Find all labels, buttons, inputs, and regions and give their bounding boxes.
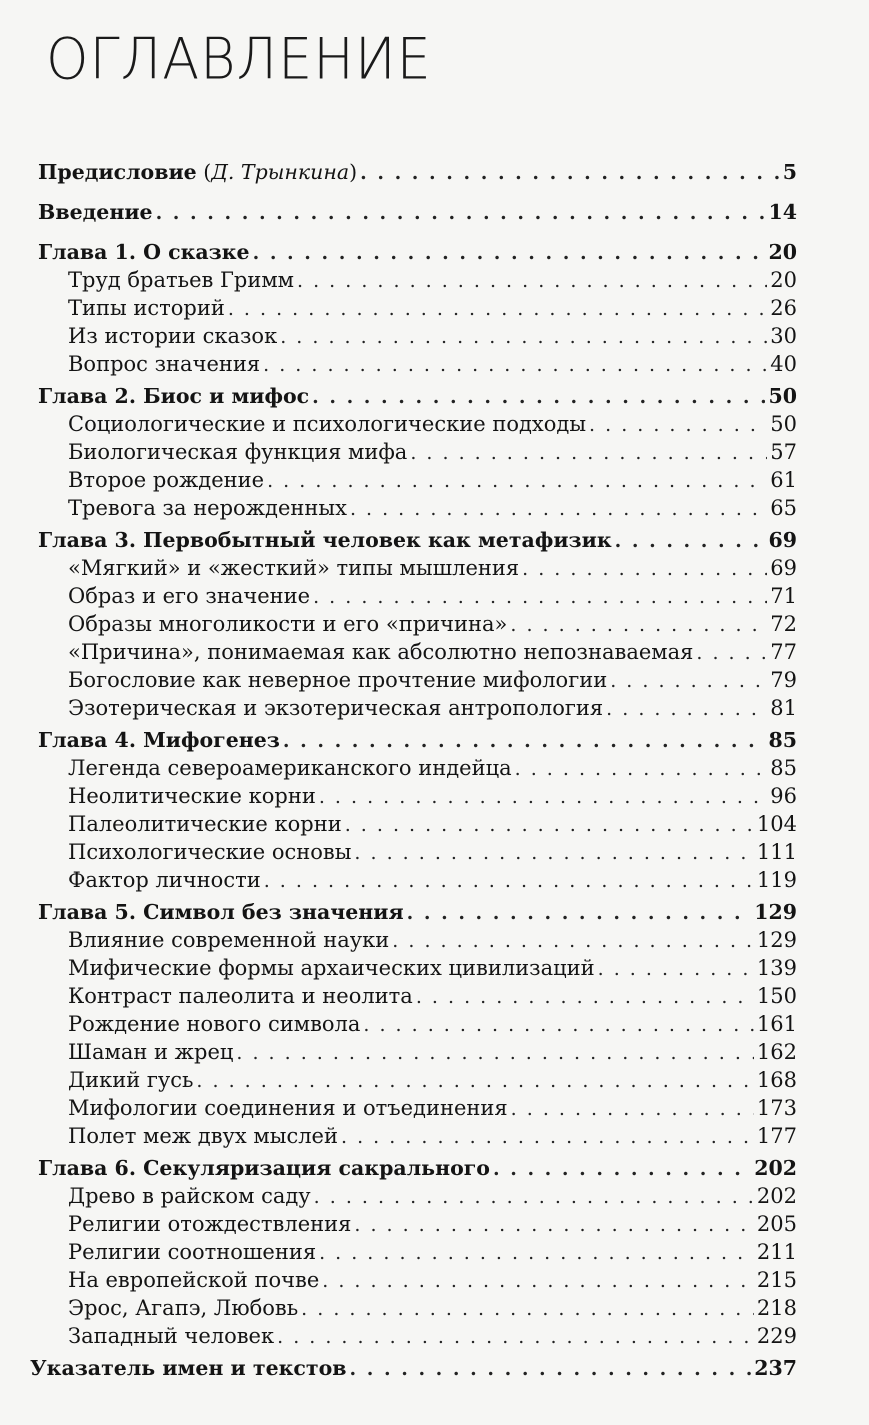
dot-leader <box>313 583 767 611</box>
entry-title: «Причина», понимаемая как абсолютно непознаваемая <box>68 640 694 664</box>
toc-chapter-entry <box>38 526 797 554</box>
dot-leader <box>407 899 752 927</box>
toc-section-entry <box>68 694 797 722</box>
page-number: 162 <box>756 1040 797 1064</box>
entry-title: Труд братьев Гримм <box>68 268 295 292</box>
entry-title: Рождение нового символа <box>68 1012 361 1036</box>
entry-title: Образы многоликости и его «причина» <box>68 612 508 636</box>
page-number: 5 <box>782 160 797 184</box>
page-number: 72 <box>770 612 797 636</box>
toc-section-entry <box>68 266 797 294</box>
dot-leader <box>314 1183 754 1211</box>
page-number: 65 <box>770 496 797 520</box>
toc-section-entry <box>68 554 797 582</box>
toc-section-entry <box>68 1122 797 1150</box>
entry-title: Эрос, Агапэ, Любовь <box>68 1296 299 1320</box>
page-number: 40 <box>770 352 797 376</box>
dot-leader <box>319 783 767 811</box>
page-number: 81 <box>770 696 797 720</box>
toc-section-entry <box>68 294 797 322</box>
dot-leader <box>341 1123 754 1151</box>
dot-leader <box>236 1039 754 1067</box>
dot-leader <box>606 695 767 723</box>
entry-title: Введение <box>38 200 153 224</box>
page-number: 20 <box>770 268 797 292</box>
entry-title: Глава 3. Первобытный человек как метафизик <box>38 528 612 552</box>
dot-leader <box>696 639 767 667</box>
toc-section-entry <box>68 1094 797 1122</box>
page-number: 20 <box>768 240 797 264</box>
entry-title: Глава 6. Секуляризация сакрального <box>38 1156 490 1180</box>
dot-leader <box>511 1095 754 1123</box>
toc-section-entry <box>68 1294 797 1322</box>
toc-section-entry <box>68 410 797 438</box>
page-number: 129 <box>754 900 797 924</box>
page-number: 218 <box>756 1296 797 1320</box>
toc-section-entry <box>68 838 797 866</box>
entry-author: Д. Трынкина <box>211 160 350 184</box>
toc-chapter-entry <box>38 238 797 266</box>
toc-chapter-entry <box>38 158 797 186</box>
dot-leader <box>267 467 767 495</box>
entry-title: Типы историй <box>68 296 225 320</box>
page-number: 202 <box>754 1156 797 1180</box>
toc-section-entry <box>68 810 797 838</box>
dot-leader <box>297 267 767 295</box>
page-number: 139 <box>756 956 797 980</box>
toc-chapter-entry <box>38 382 797 410</box>
dot-leader <box>360 159 780 187</box>
entry-title: Биологическая функция мифа <box>68 440 408 464</box>
entry-title: Полет меж двух мыслей <box>68 1124 338 1148</box>
toc-section-entry <box>68 1210 797 1238</box>
toc-section-entry <box>68 350 797 378</box>
entry-title: Мифологии соединения и отъединения <box>68 1096 508 1120</box>
page-number: 50 <box>768 384 797 408</box>
dot-leader <box>319 1239 754 1267</box>
page-number: 161 <box>756 1012 797 1036</box>
toc-section-entry <box>68 866 797 894</box>
entry-title: На европейской почве <box>68 1268 320 1292</box>
entry-title: Фактор личности <box>68 868 261 892</box>
toc-section-entry <box>68 1322 797 1350</box>
page-number: 14 <box>768 200 797 224</box>
toc-section-entry <box>68 1066 797 1094</box>
dot-leader <box>263 351 767 379</box>
dot-leader <box>283 727 766 755</box>
page-number: 96 <box>770 784 797 808</box>
entry-title: Западный человек <box>68 1324 275 1348</box>
dot-leader <box>589 411 767 439</box>
toc-section-entry <box>68 438 797 466</box>
toc-section-entry <box>68 494 797 522</box>
entry-title: Глава 2. Биос и мифос <box>38 384 310 408</box>
dot-leader <box>253 239 766 267</box>
toc-section-entry <box>68 782 797 810</box>
entry-title: Вопрос значения <box>68 352 261 376</box>
toc-section-entry <box>68 954 797 982</box>
toc-section-entry <box>68 1238 797 1266</box>
page-number: 57 <box>770 440 797 464</box>
dot-leader <box>363 1011 754 1039</box>
page-number: 61 <box>770 468 797 492</box>
page-number: 69 <box>768 528 797 552</box>
page-number: 177 <box>756 1124 797 1148</box>
toc-section-entry <box>68 666 797 694</box>
toc-section-entry <box>68 982 797 1010</box>
toc-chapter-entry <box>38 1154 797 1182</box>
toc-section-entry <box>68 754 797 782</box>
toc-chapter-entry <box>38 198 797 226</box>
page-number: 150 <box>756 984 797 1008</box>
toc-section-entry <box>68 582 797 610</box>
dot-leader <box>510 611 767 639</box>
toc-section-entry <box>68 1038 797 1066</box>
dot-leader <box>598 955 754 983</box>
entry-title: Предисловие (Д. Трынкина) <box>38 160 358 184</box>
entry-title: Психологические основы <box>68 840 352 864</box>
page-number: 205 <box>756 1212 797 1236</box>
page-number: 69 <box>770 556 797 580</box>
page-number: 85 <box>768 728 797 752</box>
toc-section-entry <box>68 610 797 638</box>
entry-title: Палеолитические корни <box>68 812 342 836</box>
page-number: 129 <box>756 928 797 952</box>
entry-title: Влияние современной науки <box>68 928 390 952</box>
entry-title: Богословие как неверное прочтение мифологии <box>68 668 608 692</box>
entry-title: Легенда североамериканского индейца <box>68 756 512 780</box>
toc-section-entry <box>68 1182 797 1210</box>
dot-leader <box>156 199 766 227</box>
page-number: 111 <box>756 840 797 864</box>
entry-title: Мифические формы архаических цивилизаций <box>68 956 595 980</box>
entry-title: Религии соотношения <box>68 1240 317 1264</box>
entry-title: Образ и его значение <box>68 584 311 608</box>
page-number: 104 <box>756 812 797 836</box>
entry-title: Религии отождествления <box>68 1212 352 1236</box>
entry-title: Глава 5. Символ без значения <box>38 900 404 924</box>
toc-section-entry <box>68 926 797 954</box>
dot-leader <box>280 323 767 351</box>
dot-leader <box>264 867 754 895</box>
entry-title: Неолитические корни <box>68 784 316 808</box>
dot-leader <box>615 527 766 555</box>
toc-section-entry <box>68 322 797 350</box>
page-number: 77 <box>770 640 797 664</box>
entry-title: Эзотерическая и экзотерическая антропология <box>68 696 604 720</box>
dot-leader <box>345 811 754 839</box>
page-number: 30 <box>770 324 797 348</box>
page-number: 79 <box>770 668 797 692</box>
page-number: 50 <box>770 412 797 436</box>
entry-title: Дикий гусь <box>68 1068 194 1092</box>
toc-section-entry <box>68 1266 797 1294</box>
entry-title: Глава 1. О сказке <box>38 240 250 264</box>
dot-leader <box>522 555 767 583</box>
page-number: 168 <box>756 1068 797 1092</box>
page-number: 202 <box>756 1184 797 1208</box>
dot-leader <box>322 1267 754 1295</box>
entry-title: «Мягкий» и «жесткий» типы мышления <box>68 556 520 580</box>
dot-leader <box>392 927 754 955</box>
toc-chapter-entry <box>38 726 797 754</box>
dot-leader <box>416 983 754 1011</box>
dot-leader <box>515 755 768 783</box>
page-title: ОГЛАВЛЕНИЕ <box>46 26 432 93</box>
entry-title: Второе рождение <box>68 468 265 492</box>
dot-leader <box>350 1355 752 1383</box>
page-number: 229 <box>756 1324 797 1348</box>
page-number: 237 <box>754 1356 797 1380</box>
page-number: 211 <box>756 1240 797 1264</box>
page-number: 26 <box>770 296 797 320</box>
toc-section-entry <box>68 466 797 494</box>
entry-title: Из истории сказок <box>68 324 278 348</box>
toc-chapter-entry <box>30 1354 797 1382</box>
entry-title: Древо в райском саду <box>68 1184 311 1208</box>
entry-title: Тревога за нерожденных <box>68 496 347 520</box>
toc-chapter-entry <box>38 898 797 926</box>
dot-leader <box>410 439 767 467</box>
page-number: 215 <box>756 1268 797 1292</box>
page-number: 71 <box>770 584 797 608</box>
dot-leader <box>312 383 765 411</box>
page-number: 173 <box>756 1096 797 1120</box>
toc-section-entry <box>68 1010 797 1038</box>
dot-leader <box>610 667 767 695</box>
entry-title: Шаман и жрец <box>68 1040 234 1064</box>
dot-leader <box>354 1211 754 1239</box>
dot-leader <box>493 1155 751 1183</box>
dot-leader <box>196 1067 753 1095</box>
page-number: 119 <box>756 868 797 892</box>
entry-title: Указатель имен и текстов <box>30 1356 347 1380</box>
dot-leader <box>277 1323 754 1351</box>
entry-title: Контраст палеолита и неолита <box>68 984 413 1008</box>
dot-leader <box>228 295 767 323</box>
entry-title: Глава 4. Мифогенез <box>38 728 280 752</box>
dot-leader <box>350 495 767 523</box>
dot-leader <box>301 1295 754 1323</box>
dot-leader <box>354 839 753 867</box>
toc-section-entry <box>68 638 797 666</box>
entry-title: Социологические и психологические подходы <box>68 412 587 436</box>
page-number: 85 <box>770 756 797 780</box>
